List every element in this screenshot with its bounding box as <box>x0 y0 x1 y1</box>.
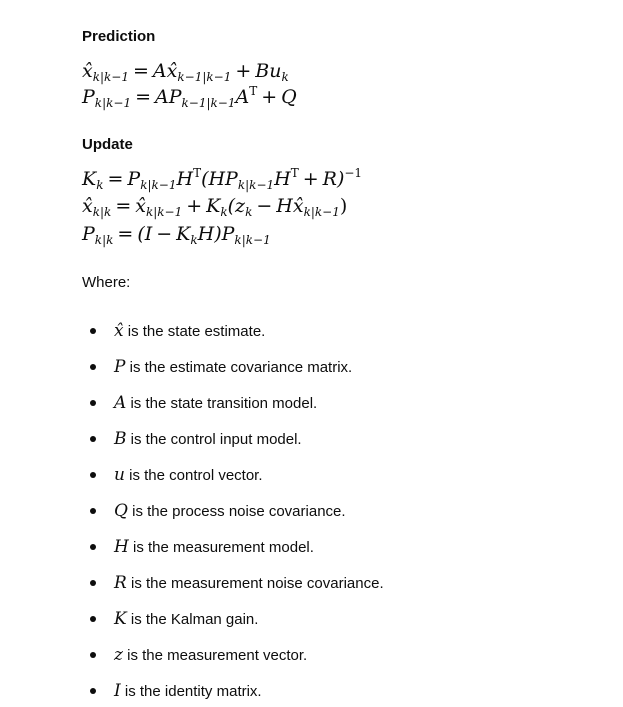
definition-symbol: K <box>114 609 127 629</box>
definition-text <box>114 572 384 595</box>
eq-symbol: ) <box>339 195 348 217</box>
definition-description: is the measurement vector. <box>122 647 308 664</box>
eq-symbol: Bu <box>255 60 282 82</box>
list-item <box>82 356 502 380</box>
kalman-gain-equation: $K_k = P_{k|k-1}H^T(HP_{k|k-1}H^T + R)^{-1}$ <box>82 166 363 192</box>
eq-subscript: k|k−1 <box>145 205 183 219</box>
eq-subscript: k|k−1 <box>303 205 340 219</box>
eq-symbol: x̂ <box>135 195 146 217</box>
eq-symbol: P <box>82 223 95 245</box>
eq-symbol: x̂ <box>166 60 178 82</box>
eq-symbol: R) <box>322 168 345 190</box>
covariance-prediction-equation: $P_{k|k-1} = AP_{k-1|k-1}A^T + Q$ <box>82 84 297 110</box>
bullet-dot <box>90 436 96 442</box>
eq-subscript: k−1|k−1 <box>177 70 232 84</box>
eq-superscript: T <box>193 166 202 180</box>
definition-text <box>114 392 317 415</box>
bullet-dot <box>90 472 96 478</box>
definition-text <box>114 464 263 487</box>
eq-subscript: k <box>245 205 253 219</box>
eq-symbol: (I <box>137 223 153 245</box>
bullet-dot <box>90 580 96 586</box>
bullet-dot <box>90 328 96 334</box>
definition-symbol: A <box>114 393 127 413</box>
state-prediction-equation: $x̂_{k|k-1}$ = $Ax̂_{k-1|k-1} + Bu_k$ <box>82 60 289 84</box>
list-item <box>82 536 502 560</box>
eq-symbol: Q <box>281 86 297 108</box>
definition-symbol: x̂ <box>114 321 124 341</box>
definition-text <box>114 320 265 343</box>
definition-symbol: u <box>114 465 125 485</box>
eq-symbol: x̂ <box>82 195 93 217</box>
definition-text <box>114 428 302 451</box>
definition-text <box>114 644 307 667</box>
eq-symbol: P <box>127 168 141 190</box>
eq-symbol: H)P <box>197 223 235 245</box>
eq-subscript: k <box>96 178 104 192</box>
where-label: Where: <box>82 274 131 291</box>
eq-subscript: k|k−1 <box>140 178 177 192</box>
list-item <box>82 572 502 596</box>
definition-symbol: Q <box>114 501 128 521</box>
definition-description: is the estimate covariance matrix. <box>125 359 353 376</box>
definition-symbol: R <box>114 573 127 593</box>
bullet-dot <box>90 544 96 550</box>
bullet-dot <box>90 652 96 658</box>
definition-symbol: I <box>114 681 121 701</box>
definition-description: is the state estimate. <box>123 323 266 340</box>
list-item <box>82 680 502 704</box>
eq-subscript: k <box>281 70 289 84</box>
list-item <box>82 608 502 632</box>
eq-subscript: k|k−1 <box>92 70 129 84</box>
definition-symbol: B <box>114 429 127 449</box>
eq-symbol: AP <box>155 86 182 108</box>
bullet-dot <box>90 688 96 694</box>
eq-symbol: Hx̂ <box>276 195 304 217</box>
definition-symbol: P <box>114 357 126 377</box>
definition-description: is the measurement model. <box>128 539 314 556</box>
definition-description: is the measurement noise covariance. <box>126 575 384 592</box>
eq-symbol: K <box>82 168 97 190</box>
definition-description: is the identity matrix. <box>120 683 262 700</box>
eq-symbol: P <box>82 86 95 108</box>
eq-subscript: k <box>220 205 228 219</box>
definition-description: is the process noise covariance. <box>127 503 346 520</box>
eq-superscript: T <box>249 84 258 98</box>
eq-subscript: k|k <box>94 233 114 247</box>
list-item <box>82 428 502 452</box>
eq-symbol: H <box>176 168 194 190</box>
eq-subscript: k|k−1 <box>94 96 132 110</box>
covariance-update-equation: $P_{k|k} = (I - K_kH)P_{k|k-1}$ <box>82 223 271 247</box>
prediction-heading: Prediction <box>82 28 156 45</box>
eq-symbol: x̂ <box>82 60 93 82</box>
eq-symbol: K <box>206 195 221 217</box>
list-item <box>82 500 502 524</box>
eq-subscript: k|k−1 <box>234 233 271 247</box>
definition-description: is the Kalman gain. <box>126 611 259 628</box>
eq-symbol: A <box>152 60 167 82</box>
eq-subscript: k <box>190 233 198 247</box>
definition-symbol: H <box>114 537 129 557</box>
definition-description: is the control input model. <box>126 431 302 448</box>
update-heading: Update <box>82 136 133 153</box>
eq-symbol: K <box>176 223 191 245</box>
bullet-dot <box>90 364 96 370</box>
bullet-dot <box>90 508 96 514</box>
list-item <box>82 320 502 344</box>
eq-subscript: k|k−1 <box>237 178 275 192</box>
list-item <box>82 464 502 488</box>
eq-superscript: T <box>290 166 299 180</box>
eq-subscript: k|k <box>92 205 112 219</box>
definition-text <box>114 356 352 379</box>
definition-description: is the control vector. <box>124 467 263 484</box>
eq-symbol: (HP <box>201 168 238 190</box>
eq-superscript: −1 <box>344 166 363 180</box>
definition-description: is the state transition model. <box>126 395 318 412</box>
definition-text <box>114 500 346 523</box>
eq-symbol: (z <box>227 195 246 217</box>
definition-text <box>114 536 314 559</box>
eq-subscript: k−1|k−1 <box>181 96 236 110</box>
definition-symbol: z <box>114 645 123 665</box>
bullet-dot <box>90 616 96 622</box>
definition-text <box>114 680 262 703</box>
list-item <box>82 392 502 416</box>
bullet-dot <box>90 400 96 406</box>
state-update-equation: $x̂_{k|k}$ = $x̂_{k|k-1} + K_k(z_k$ − $Hx̂_{k|k-1}$) <box>82 195 348 219</box>
eq-symbol: A <box>235 86 250 108</box>
list-item <box>82 644 502 668</box>
eq-symbol: H <box>274 168 291 190</box>
definition-text <box>114 608 258 631</box>
